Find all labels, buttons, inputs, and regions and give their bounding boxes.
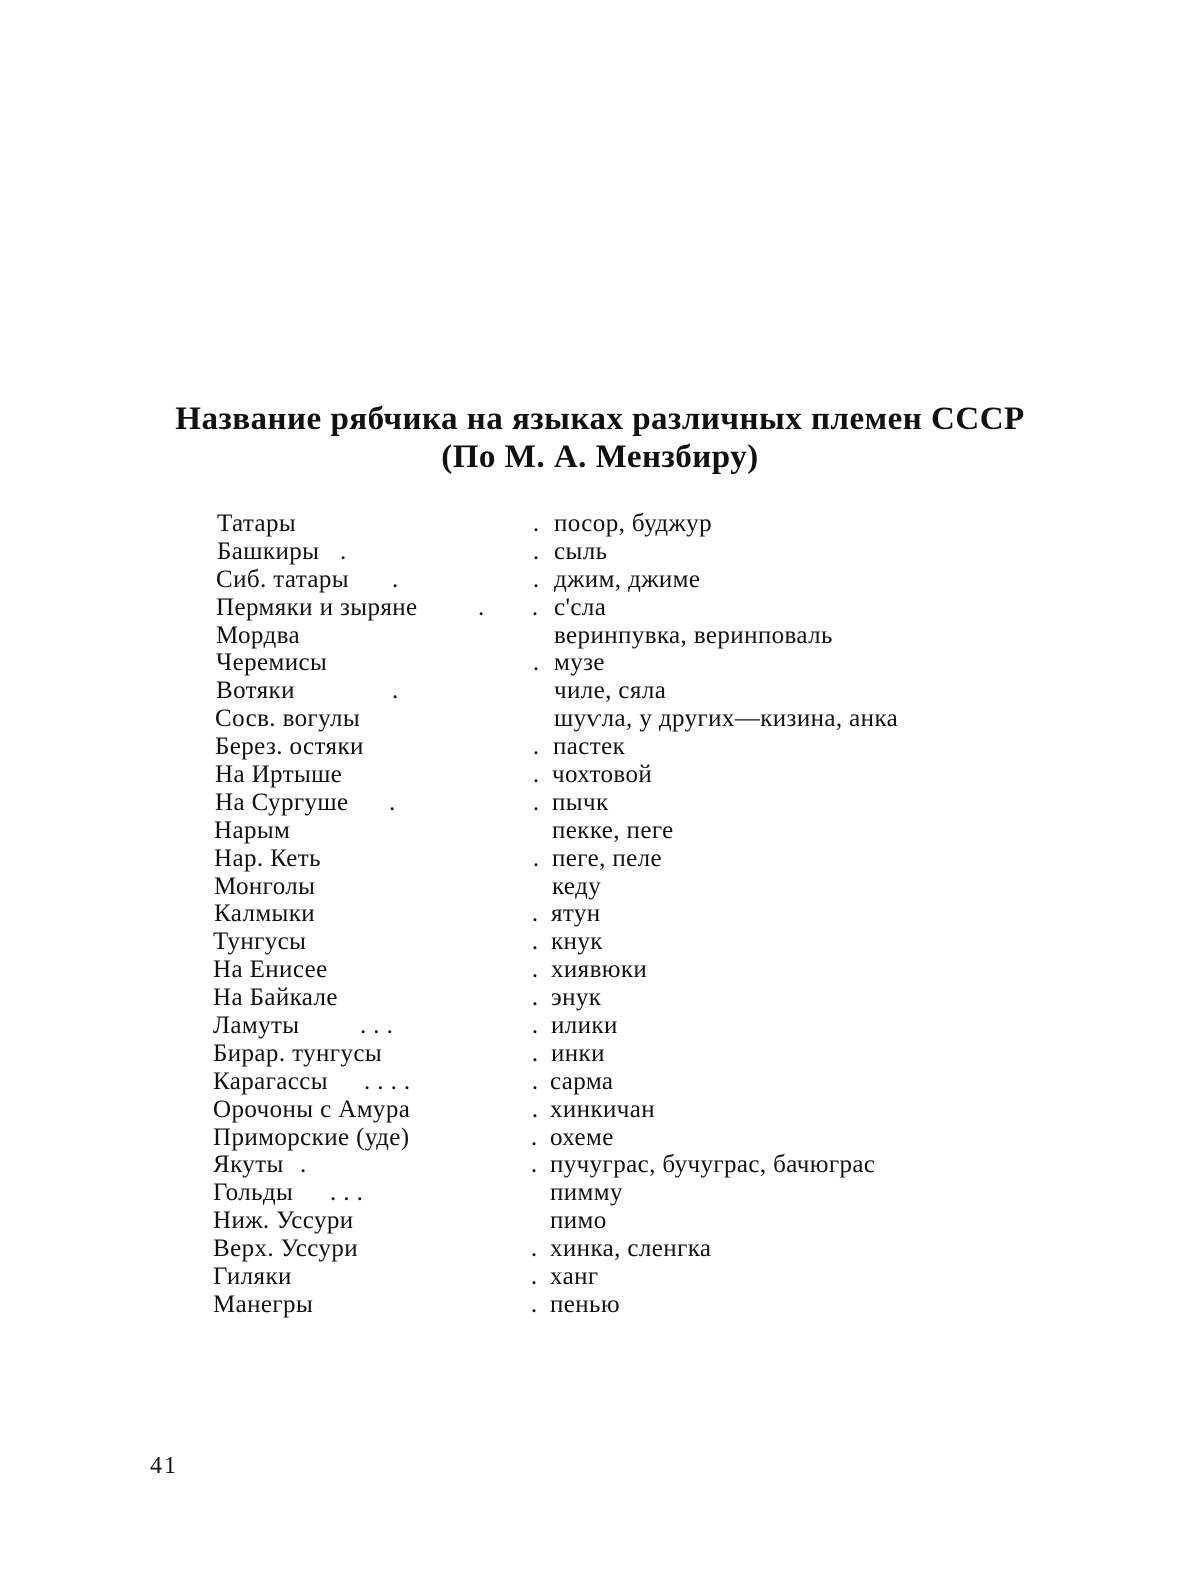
bird-name-value: илики (551, 1012, 618, 1040)
separator-dot: . (531, 956, 539, 984)
list-item (0, 594, 1200, 622)
list-item (0, 538, 1200, 566)
bird-name-value: кнук (551, 928, 603, 956)
tribe-label: Нарым (214, 816, 291, 844)
separator-dot: . (532, 537, 540, 565)
list-item (0, 817, 1200, 845)
bird-name-value: пимму (550, 1179, 623, 1207)
list-item (0, 984, 1200, 1012)
separator-dot: . (532, 844, 540, 872)
list-item (0, 1207, 1200, 1235)
title-line-1: Название рябчика на языках различных племен СССР (175, 401, 1025, 437)
tribe-label: Орочоны с Амура (213, 1095, 411, 1123)
bird-name-value: пучуграс, бучуграс, бачюграс (550, 1151, 876, 1179)
separator-dot: . (531, 1039, 539, 1067)
bird-name-value: джим, джиме (554, 565, 701, 593)
dot-leader: . . . (360, 1012, 394, 1040)
separator-dot: . (530, 1235, 538, 1263)
tribe-label: Пермяки и зыряне (216, 593, 418, 621)
list-item (0, 1040, 1200, 1068)
bird-name-value: посор, буджур (554, 510, 712, 537)
tribe-label: Монголы (214, 872, 316, 900)
tribe-label: Берез. остяки (215, 733, 364, 761)
page-title (0, 400, 1200, 476)
tribe-label: Ниж. Уссури (213, 1207, 354, 1235)
bird-name-value: ханг (550, 1263, 599, 1291)
separator-dot: . (532, 565, 540, 593)
tribe-name-list (0, 510, 1200, 1319)
tribe-label: Ламуты (213, 1012, 300, 1040)
list-item (0, 649, 1200, 677)
bird-name-value: чохтовой (552, 761, 653, 789)
bird-name-value: чиле, сяла (554, 677, 667, 705)
tribe-label: На Иртыше (215, 761, 343, 789)
tribe-label: На Байкале (213, 984, 338, 1012)
dot-leader: . (392, 677, 399, 705)
tribe-label: Сосв. вогулы (215, 705, 361, 733)
bird-name-value: пеге, пеле (552, 844, 663, 872)
tribe-label: Башкиры (217, 537, 320, 565)
title-line-2: (По М. А. Мензбиру) (441, 439, 759, 475)
list-item (0, 956, 1200, 984)
separator-dot: . (531, 593, 539, 621)
tribe-label: Якуты (213, 1151, 284, 1179)
list-item (0, 873, 1200, 901)
separator-dot: . (530, 1290, 538, 1318)
dot-leader: . (300, 1151, 307, 1179)
separator-dot: . (532, 510, 540, 537)
list-item (0, 928, 1200, 956)
tribe-label: Калмыки (214, 900, 316, 928)
bird-name-value: пастек (553, 733, 626, 761)
tribe-label: Бирар. тунгусы (213, 1039, 383, 1067)
tribe-label: Приморские (уде) (213, 1123, 410, 1151)
bird-name-value: хинкичан (550, 1095, 656, 1123)
bird-name-value: охеме (550, 1123, 614, 1151)
list-item (0, 622, 1200, 650)
list-item (0, 761, 1200, 789)
separator-dot: . (530, 1151, 538, 1179)
list-item (0, 1179, 1200, 1207)
dot-leader: . . . (330, 1179, 364, 1207)
separator-dot: . (531, 984, 539, 1012)
separator-dot: . (530, 1263, 538, 1291)
bird-name-value: веринпувка, веринповаль (554, 621, 833, 649)
separator-dot: . (531, 900, 539, 928)
tribe-label: Вотяки (216, 677, 295, 705)
separator-dot: . (532, 733, 540, 761)
separator-dot: . (532, 649, 540, 677)
list-item (0, 566, 1200, 594)
bird-name-value: энук (551, 984, 602, 1012)
bird-name-value: с'сла (554, 593, 607, 621)
list-item (0, 705, 1200, 733)
bird-name-value: сарма (550, 1067, 614, 1095)
list-item (0, 1235, 1200, 1263)
bird-name-value: сыль (554, 537, 608, 565)
bird-name-value: кеду (552, 872, 602, 900)
bird-name-value: шуѵла, у других—кизина, анка (554, 705, 899, 733)
separator-dot: . (532, 788, 540, 816)
separator-dot: . (531, 1012, 539, 1040)
list-item (0, 1263, 1200, 1291)
bird-name-value: хиявюки (551, 956, 648, 984)
tribe-label: Гиляки (213, 1263, 292, 1291)
separator-dot: . (531, 1067, 539, 1095)
page-number: 41 (150, 1453, 178, 1479)
bird-name-value: хинка, сленгка (550, 1235, 712, 1263)
tribe-label: Манегры (213, 1290, 314, 1318)
list-item (0, 677, 1200, 705)
dot-leader: . (392, 565, 399, 593)
dot-leader: . . . . (364, 1067, 411, 1095)
bird-name-value: музе (554, 649, 605, 677)
tribe-label: Тунгусы (213, 928, 307, 956)
tribe-label: Нар. Кеть (214, 844, 321, 872)
list-item (0, 845, 1200, 873)
bird-name-value: пекке, пеге (552, 816, 674, 844)
list-item (0, 1012, 1200, 1040)
list-item (0, 510, 1200, 538)
separator-dot: . (530, 1123, 538, 1151)
dot-leader: . (478, 593, 485, 621)
list-item (0, 789, 1200, 817)
tribe-label: Гольды (213, 1179, 294, 1207)
bird-name-value: пенью (550, 1290, 620, 1318)
tribe-label: Татары (217, 510, 297, 537)
list-item (0, 1151, 1200, 1179)
tribe-label: Сиб. татары (216, 565, 349, 593)
tribe-label: Верх. Уссури (213, 1235, 359, 1263)
tribe-label: На Сургуше (215, 788, 349, 816)
separator-dot: . (531, 928, 539, 956)
bird-name-value: инки (551, 1039, 605, 1067)
tribe-label: На Енисее (213, 956, 328, 984)
list-item (0, 900, 1200, 928)
list-item (0, 1096, 1200, 1124)
dot-leader: . (340, 537, 347, 565)
tribe-label: Карагассы (213, 1067, 328, 1095)
bird-name-value: пимо (550, 1207, 607, 1235)
list-item (0, 1124, 1200, 1152)
bird-name-value: ятун (551, 900, 601, 928)
separator-dot: . (532, 761, 540, 789)
list-item (0, 1291, 1200, 1319)
bird-name-value: пычк (552, 788, 609, 816)
dot-leader: . (389, 788, 396, 816)
list-item (0, 733, 1200, 761)
list-item (0, 1068, 1200, 1096)
tribe-label: Мордва (216, 621, 300, 649)
separator-dot: . (531, 1095, 539, 1123)
tribe-label: Черемисы (216, 649, 328, 677)
